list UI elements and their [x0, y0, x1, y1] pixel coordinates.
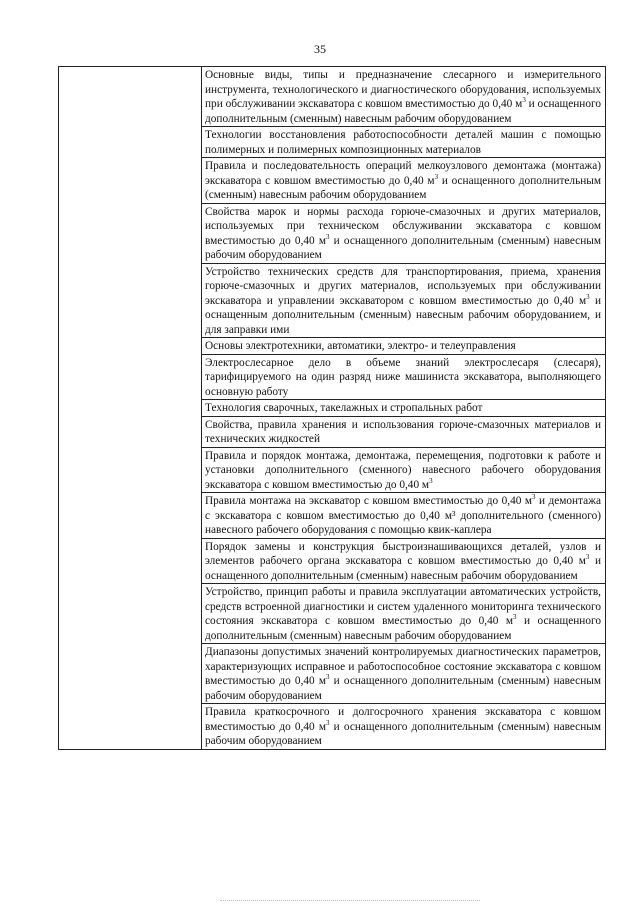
row-text: Устройство технических средств для транспортирования, приема, хранения горюче-смазочных и других материалов, используемых при обслуживании экскаватора и управлении экскаватором с ковшом вместимостью до 0,40 м [205, 265, 601, 307]
table-row [201, 539, 605, 585]
row-text: Технологии восстановления работоспособности деталей машин с помощью полимерных и полимерных композиционных материалов [205, 129, 601, 156]
unit-superscript: 3 [522, 96, 526, 105]
row-text-continued: и оснащенным дополнительным (сменным) навесным рабочим оборудованием, и для заправки ими [205, 294, 601, 336]
row-text: Правила и порядок монтажа, демонтажа, перемещения, подготовки к работе и установки дополнительного (сменного) навесного рабочего оборудования экскаватора с ковшом вместимостью до 0,40 м [205, 449, 601, 491]
knowledge-table [58, 66, 606, 750]
unit-superscript: 3 [429, 476, 433, 485]
unit-superscript: 3 [585, 553, 590, 562]
row-text-continued: и оснащенного дополнительным (сменным) навесным рабочим оборудованием [205, 720, 601, 747]
row-text: Основные виды, типы и предназначение слесарного и измерительного инструмента, технологического и диагностического оборудования, используемых при обслуживании экскаватора с ковшом вместимостью до 0,40 м [205, 69, 601, 110]
table-row [201, 417, 605, 448]
unit-superscript: 3 [434, 172, 439, 181]
row-text: Устройство, принцип работы и правила эксплуатации автоматических устройств, средств встроенной диагностики и систем удаленного мониторинга технического состояния экскаватора с ковшом вместимостью до 0,40 м [205, 586, 601, 627]
row-text: Свойства, правила хранения и использования горюче-смазочных материалов и технических жидкостей [205, 418, 601, 445]
unit-superscript: 3 [326, 718, 330, 727]
table-row [201, 264, 605, 339]
row-text: Порядок замены и конструкция быстроизнашивающихся деталей, узлов и элементов рабочего органа экскаватора с ковшом вместимостью до 0,40 м [205, 540, 601, 567]
unit-superscript: 3 [326, 673, 330, 682]
row-text: Электрослесарное дело в объеме знаний электрослесаря (слесаря), тарифицируемого на один разряд ниже машиниста экскаватора, выполняющего основную работу [205, 356, 601, 398]
table-row [201, 704, 605, 749]
row-text-continued: и оснащенного дополнительным (сменным) навесным рабочим оборудованием [205, 555, 601, 582]
row-text-continued: и оснащенного дополнительным (сменным) навесным рабочим оборудованием [205, 615, 601, 642]
table-row [201, 67, 605, 127]
table-row [201, 204, 605, 264]
table-row [201, 584, 605, 644]
row-text-continued: и оснащенного дополнительным (сменным) навесным рабочим оборудованием [205, 675, 601, 702]
table-left-column [58, 67, 202, 749]
unit-superscript: 3 [326, 232, 330, 241]
table-row [201, 448, 605, 494]
table-row [201, 158, 605, 204]
unit-superscript: 3 [532, 493, 536, 502]
page-number: 35 [314, 42, 326, 56]
unit-superscript: 3 [586, 292, 590, 301]
scan-artifact-line [220, 900, 480, 901]
unit-superscript: 3 [513, 613, 517, 622]
table-row [201, 644, 605, 704]
table-row [201, 493, 605, 539]
row-text: Диапазоны допустимых значений контролируемых диагностических параметров, характеризующих исправное и работоспособное состояние экскаватора с ковшом вместимостью до 0,40 м [205, 646, 601, 687]
row-text-continued: и демонтажа с экскаватора с ковшом вместимостью до 0,40 м³ дополнительного (сменного) навесного рабочего оборудования с помощью квик-каплера [205, 495, 601, 536]
row-text: Основы электротехники, автоматики, электро- и телеуправления [205, 340, 516, 352]
row-text: Технология сварочных, такелажных и стропальных работ [205, 402, 483, 414]
table-rows [201, 67, 606, 749]
row-text: Свойства марок и нормы расхода горюче-смазочных и других материалов, используемых при техническом обслуживании экскаватора с ковшом вместимостью до 0,40 м [205, 205, 601, 247]
row-text: Правила и последовательность операций мелкоузлового демонтажа (монтажа) экскаватора с ковшом вместимостью до 0,40 м [205, 160, 601, 187]
row-text-continued: и оснащенного дополнительным (сменным) навесным рабочим оборудованием [205, 234, 601, 261]
table-row [201, 400, 605, 417]
row-text: Правила краткосрочного и долгосрочного хранения экскаватора с ковшом вместимостью до 0,40 м [205, 706, 601, 733]
row-text-continued: и оснащенного дополнительным (сменным) навесным рабочим оборудованием [205, 98, 601, 125]
table-row [201, 355, 605, 401]
row-text: Правила монтажа на экскаватор с ковшом вместимостью до 0,40 м [205, 495, 532, 507]
table-row [201, 127, 605, 158]
row-text-continued: и оснащенного дополнительным (сменным) навесным рабочим оборудованием [205, 174, 602, 201]
table-row [201, 338, 605, 355]
